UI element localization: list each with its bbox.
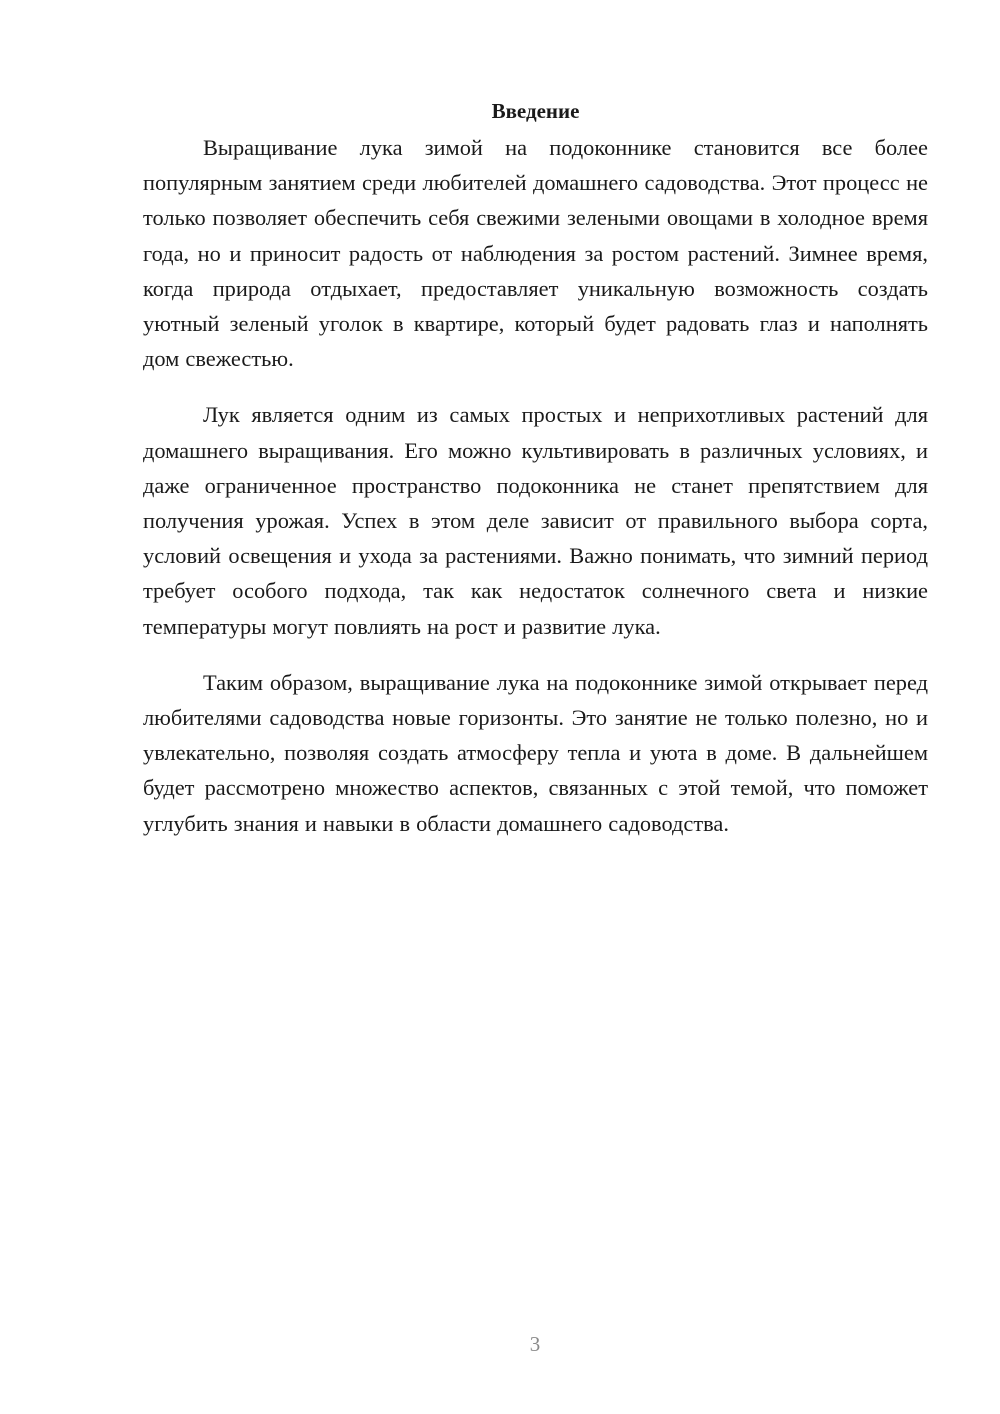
paragraph-3: Таким образом, выращивание лука на подоконнике зимой открывает перед любителями садоводства новые горизонты. Это занятие не только полезно, но и увлекательно, позволяя создать атмосферу тепла и уюта в доме. В дальнейшем будет рассмотрено множество аспектов, связанных с этой темой, что поможет углубить знания и навыки в области домашнего садоводства. — [143, 669, 928, 836]
page-number: 3 — [529, 1332, 541, 1356]
document-body — [143, 96, 928, 862]
paragraph-1: Выращивание лука зимой на подоконнике становится все более популярным занятием среди любителей домашнего садоводства. Этот процесс не только позволяет обеспечить себя свежими зелеными овощами в холодное время года, но и приносит радость от наблюдения за ростом растений. Зимнее время, когда природа отдыхает, предоставляет уникальную возможность создать уютный зеленый уголок в квартире, который будет радовать глаз и наполнять дом свежестью. — [143, 135, 928, 372]
paragraph-2: Лук является одним из самых простых и неприхотливых растений для домашнего выращивания. Его можно культивировать в различных условиях, и даже ограниченное пространство подоконника не станет препятствием для получения урожая. Успех в этом деле зависит от правильного выбора сорта, условий освещения и ухода за растениями. Важно понимать, что зимний период требует особого подхода, так как недостаток солнечного света и низкие температуры могут повлиять на рост и развитие лука. — [143, 402, 928, 639]
section-heading: Введение — [491, 99, 580, 123]
